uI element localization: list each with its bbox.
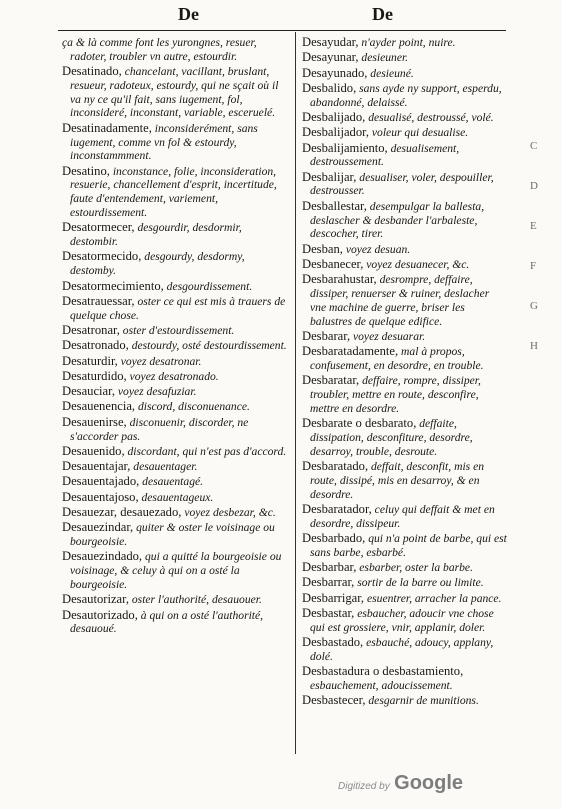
entry-definition: deffaite, dissipation, desconfiture, desordre, desarroy, trouble, desroute. <box>310 417 473 458</box>
entry-headword: Desaturdir, <box>62 353 118 368</box>
entry-definition: sortir de la barre ou limite. <box>354 576 484 590</box>
entry-definition: deffait, desconfit, mis en route, dissipé, mis en desarroy, & en desordre. <box>310 460 485 501</box>
entry-definition: voyez desuan. <box>342 242 411 256</box>
dictionary-entry <box>302 171 508 199</box>
entry-definition: desualisé, destroussé, volé. <box>365 110 494 124</box>
entry-headword: Desban, <box>302 241 343 256</box>
entry-definition: sans ayde ny support, esperdu, abandonné, delaissé. <box>310 81 502 109</box>
entry-definition: esuentrer, arracher la pance. <box>364 591 502 605</box>
entry-headword: Desbastar, <box>302 606 355 621</box>
dictionary-entry <box>302 607 508 635</box>
dictionary-entry <box>302 417 508 458</box>
entry-headword: Desayunar, <box>302 50 359 65</box>
entry-definition: desieuné. <box>367 66 414 80</box>
dictionary-entry <box>62 355 290 369</box>
entry-definition: deffaire, rompre, dissiper, troubler, mettre en route, desconfire, mettre en desordre. <box>310 374 481 415</box>
entry-headword: Desbalijado, <box>302 109 366 124</box>
dictionary-entry <box>62 339 290 353</box>
entry-definition: voyez desbezar, &c. <box>181 506 276 519</box>
margin-mark: H <box>530 340 538 352</box>
dictionary-entry <box>62 475 290 489</box>
running-head-left: De <box>178 4 199 24</box>
column-divider <box>295 32 296 754</box>
dictionary-entry <box>62 609 290 637</box>
dictionary-entry <box>302 345 508 373</box>
entry-definition: destourdy, osté destourdissement. <box>128 339 287 353</box>
digitized-footer <box>338 772 463 795</box>
entry-headword: Desbalido, <box>302 80 357 95</box>
left-column <box>62 36 290 638</box>
entry-headword: Desbarrigar, <box>302 590 365 605</box>
entry-headword: Desbarbado, <box>302 531 366 546</box>
entry-headword: Desballestar, <box>302 198 367 213</box>
dictionary-entry <box>62 445 290 459</box>
entry-headword: Desbarrar, <box>302 575 355 590</box>
entry-definition: à qui on a osté l'authorité, desauoué. <box>70 608 264 636</box>
dictionary-entry <box>302 561 508 575</box>
entry-headword: Desbanecer, <box>302 256 364 271</box>
dictionary-entry <box>302 200 508 241</box>
entry-definition: inconstance, folie, inconsideration, resuerie, chancellement d'esprit, incertitude, faute d'entendement, variement, estourdissement. <box>70 164 277 220</box>
dictionary-entry <box>62 36 290 64</box>
dictionary-entry <box>62 460 290 474</box>
dictionary-entry <box>302 665 508 693</box>
entry-headword: Desatronado, <box>62 338 129 353</box>
right-column <box>302 36 508 710</box>
entry-definition: esbauché, adoucy, applany, dolé. <box>310 636 494 663</box>
dictionary-entry <box>302 258 508 272</box>
entry-definition: esbauchement, adoucissement. <box>310 679 453 693</box>
dictionary-entry <box>62 416 290 444</box>
dictionary-entry <box>62 506 290 520</box>
dictionary-entry <box>62 122 290 163</box>
entry-definition: voyez desatronar. <box>117 354 202 368</box>
dictionary-entry <box>62 521 290 549</box>
header-rule <box>58 30 506 31</box>
dictionary-entry <box>62 221 290 249</box>
entry-definition: desrompre, deffaire, dissiper, renuerser & ruiner, deslacher vne machine de guerre, briser les balustres de quelque edifice. <box>310 273 490 328</box>
entry-headword: Desauentajar, <box>62 459 131 474</box>
dictionary-entry <box>302 82 508 110</box>
margin-mark: D <box>530 180 538 192</box>
entry-headword: Desauentajado, <box>62 474 140 489</box>
entry-headword: Desbarahustar, <box>302 272 377 287</box>
entry-headword: Desauenirse, <box>62 414 127 429</box>
entry-definition: desempulgar la ballesta, deslascher & desbander l'arbaleste, descocher, tirer. <box>310 199 485 241</box>
entry-headword: Desauentajoso, <box>62 489 139 504</box>
entry-definition: desauentagé. <box>139 475 204 489</box>
dictionary-entry <box>302 330 508 344</box>
margin-mark: G <box>530 300 538 312</box>
entry-definition: oster ce qui est mis à trauers de quelque chose. <box>70 294 286 322</box>
dictionary-entry <box>302 532 508 560</box>
dictionary-entry <box>302 126 508 140</box>
entry-headword: Desauezar, desauezado, <box>62 505 182 519</box>
entry-definition: voyez desuanecer, &c. <box>363 257 470 271</box>
dictionary-entry <box>302 51 508 65</box>
entry-definition: ça & là comme font les yurongnes, resuer, radoter, troubler vn autre, estourdir. <box>62 36 257 63</box>
margin-mark: E <box>530 220 537 232</box>
dictionary-entry <box>62 280 290 294</box>
entry-headword: Desatormecido, <box>62 249 142 264</box>
entry-headword: Desbaratador, <box>302 502 372 516</box>
entry-definition: esbaucher, adoucir vne chose qui est grossiere, vnir, applanir, doler. <box>310 607 494 634</box>
dictionary-entry <box>62 250 290 278</box>
dictionary-entry <box>62 491 290 505</box>
entry-definition: n'ayder point, nuire. <box>358 36 456 49</box>
dictionary-entry <box>62 165 290 220</box>
entry-definition: desgourdy, desdormy, destomby. <box>70 250 245 278</box>
entry-definition: disconuenir, discorder, ne s'accorder pas. <box>70 415 249 443</box>
dictionary-entry <box>302 142 508 170</box>
entry-definition: desauentageux. <box>138 490 214 504</box>
entry-headword: Desautorizar, <box>62 592 129 607</box>
entry-headword: Desauciar, <box>62 384 115 399</box>
entry-definition: voyez desatronado. <box>126 369 219 383</box>
entry-headword: Desaturdido, <box>62 368 127 383</box>
dictionary-entry <box>302 592 508 606</box>
entry-definition: quiter & oster le voisinage ou bourgeoisie. <box>70 521 275 549</box>
entry-definition: desieuner. <box>358 51 409 65</box>
dictionary-entry <box>302 694 508 708</box>
entry-definition: qui a quitté la bourgeoisie ou voisinage, & celuy à qui on a osté la bourgeoisie. <box>70 550 282 591</box>
entry-headword: Desatino, <box>62 163 110 178</box>
dictionary-entry <box>302 36 508 50</box>
entry-definition: desauentager. <box>130 460 198 474</box>
entry-headword: Desatinado, <box>62 64 122 79</box>
entry-definition: esbarber, oster la barbe. <box>356 561 473 575</box>
entry-definition: desualiser, voler, despouiller, destrousser. <box>310 170 494 198</box>
dictionary-entry <box>302 576 508 590</box>
entry-headword: Desbaratar, <box>302 373 360 388</box>
margin-mark: C <box>530 140 538 152</box>
dictionary-entry <box>302 503 508 531</box>
entry-headword: Desatinadamente, <box>62 120 152 135</box>
entry-definition: discord, disconuenance. <box>135 400 250 414</box>
dictionary-entry <box>302 374 508 415</box>
entry-definition: desgourdir, desdormir, destombir. <box>70 221 242 249</box>
entry-headword: Desatrauessar, <box>62 293 135 308</box>
entry-definition: inconsiderément, sans iugement, comme vn fol & estourdy, inconstammment. <box>70 121 258 163</box>
dictionary-entry <box>62 593 290 607</box>
dictionary-entry <box>302 111 508 125</box>
entry-definition: voyez desafuziar. <box>115 385 197 399</box>
entry-definition: mal à propos, confusement, en desordre, en trouble. <box>310 345 484 373</box>
entry-headword: Desbarar, <box>302 328 351 343</box>
dictionary-entry <box>62 65 290 120</box>
entry-headword: Desauezindar, <box>62 520 134 535</box>
entry-definition: desualisement, destroussement. <box>310 141 460 169</box>
dictionary-entry <box>62 400 290 414</box>
dictionary-entry <box>302 273 508 328</box>
entry-definition: celuy qui deffait & met en desordre, dissipeur. <box>310 503 495 530</box>
entry-headword: Desbarbar, <box>302 560 357 575</box>
entry-headword: Desbalijar, <box>302 169 357 184</box>
google-logo: Google <box>394 772 464 794</box>
dictionary-entry <box>62 385 290 399</box>
dictionary-entry <box>302 460 508 501</box>
entry-definition: discordant, qui n'est pas d'accord. <box>124 444 287 458</box>
entry-headword: Desbastadura o desbastamiento, <box>302 664 464 679</box>
entry-definition: voyez desuarar. <box>350 329 426 343</box>
margin-mark: F <box>530 260 537 272</box>
entry-headword: Desautorizado, <box>62 607 138 622</box>
entry-headword: Desbalijamiento, <box>302 140 388 155</box>
entry-definition: desgarnir de munitions. <box>365 694 479 708</box>
entry-definition: desgourdissement. <box>163 279 253 293</box>
running-head-right: De <box>372 4 393 24</box>
entry-headword: Desbaratadamente, <box>302 344 399 359</box>
entry-headword: Desayunado, <box>302 65 368 80</box>
digitized-label: Digitized by <box>338 781 390 792</box>
entry-headword: Desatronar, <box>62 322 120 337</box>
dictionary-entry <box>302 67 508 81</box>
dictionary-entry <box>62 295 290 323</box>
entry-headword: Desauezindado, <box>62 549 143 564</box>
entry-definition: chancelant, vacillant, bruslant, resueur, radoteux, estourdy, qui ne sçait où il va ny ce qu'il fait, sans iugement, fol, inconsideré, inconstant, variable, esceruelé. <box>70 65 279 120</box>
entry-headword: Desayudar, <box>302 35 359 49</box>
entry-definition: oster d'estourdissement. <box>119 323 235 337</box>
entry-headword: Desbalijador, <box>302 125 369 140</box>
entry-headword: Desbastecer, <box>302 693 366 708</box>
dictionary-entry <box>62 550 290 591</box>
entry-definition: qui n'a point de barbe, qui est sans barbe, esbarbé. <box>310 532 507 559</box>
entry-headword: Desbarate o desbarato, <box>302 416 417 431</box>
entry-headword: Desatormecimiento, <box>62 278 164 293</box>
dictionary-entry <box>302 243 508 257</box>
entry-headword: Desauenencia, <box>62 399 136 414</box>
entry-headword: Desatormecer, <box>62 220 135 235</box>
entry-headword: Desbaratado, <box>302 459 369 474</box>
dictionary-entry <box>62 324 290 338</box>
entry-headword: Desauenido, <box>62 443 125 458</box>
margin-marks <box>530 140 550 380</box>
entry-headword: Desbastado, <box>302 635 364 650</box>
dictionary-entry <box>62 370 290 384</box>
entry-definition: voleur qui desualise. <box>369 126 469 140</box>
dictionary-entry <box>302 636 508 664</box>
entry-definition: oster l'authorité, desauouer. <box>128 593 262 607</box>
